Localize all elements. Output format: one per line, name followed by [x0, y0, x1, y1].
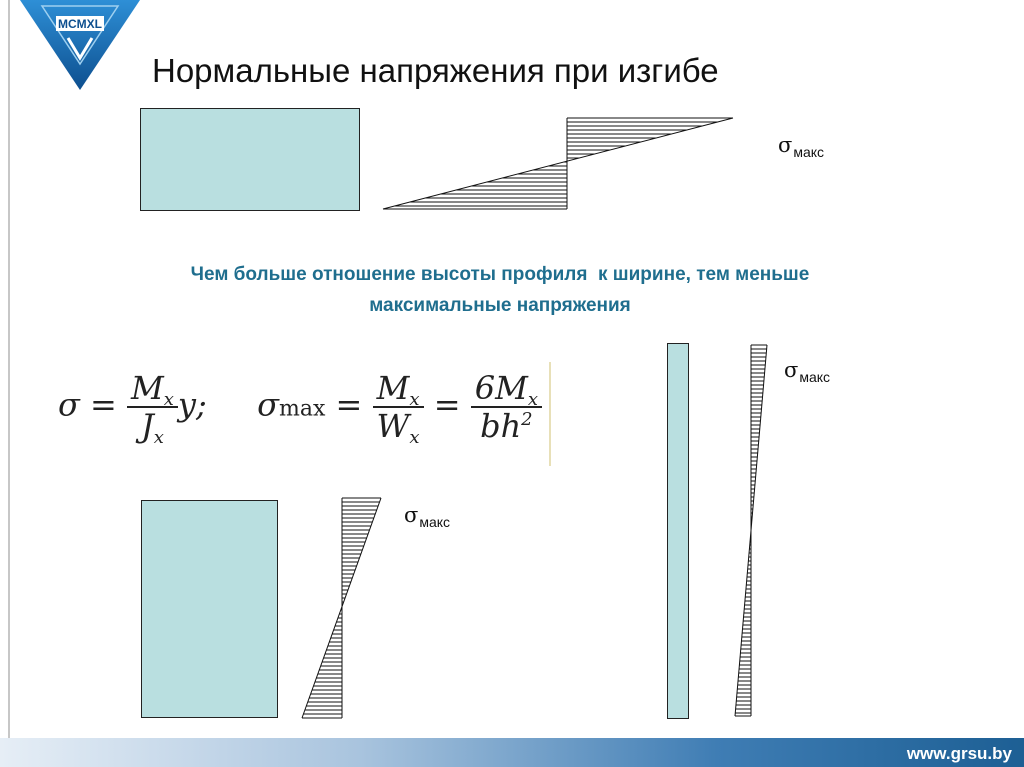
formula-M-sub: x: [163, 389, 174, 410]
logo-text: MCMXL: [58, 17, 102, 31]
formula-y: y;: [177, 385, 207, 424]
subtitle: [60, 259, 940, 321]
formula-M: M: [131, 369, 164, 407]
sigma-subscript: макс: [799, 369, 831, 385]
stress-diagram-wide: [383, 118, 733, 209]
footer-bar: [0, 738, 1024, 767]
subtitle-line-1: Чем больше отношение высоты профиля к ширине, тем меньше: [190, 264, 810, 285]
formula-M2: M: [376, 369, 410, 407]
medium-section-rect: [141, 500, 278, 718]
formula-W-sub: x: [409, 427, 420, 448]
narrow-section-rect: [667, 343, 689, 719]
formula-J: J: [140, 407, 154, 445]
formula-sigma-max-sub: max: [278, 396, 326, 422]
formula-sigma-max: σ: [257, 385, 279, 424]
sigma-subscript: макс: [419, 514, 451, 530]
sigma-max-label-right: [784, 358, 831, 385]
formula-equals-3: =: [433, 385, 461, 424]
sigma-subscript: макс: [793, 144, 825, 160]
sigma-symbol: σ: [404, 503, 419, 527]
formula-6M: 6M: [474, 369, 528, 407]
sigma-symbol: σ: [778, 133, 793, 157]
formula-W: W: [376, 407, 410, 445]
formula-sigma: σ: [58, 385, 80, 424]
stress-diagram-medium: [302, 498, 381, 718]
fraction-6mx-bh2: [471, 369, 542, 445]
sigma-max-label-bottom: [404, 503, 451, 530]
subtitle-line-2: максимальные напряжения: [369, 295, 631, 316]
formula-equals-2: =: [335, 385, 363, 424]
footer-url: www.grsu.by: [906, 744, 1012, 763]
formula-bh: bh: [480, 407, 522, 445]
formula-bh-exp: 2: [521, 409, 533, 430]
formula-equals-1: =: [90, 385, 117, 424]
formula-edge-mark: [549, 362, 551, 466]
sigma-symbol: σ: [784, 358, 799, 382]
stress-diagram-narrow: [735, 345, 767, 716]
diagram-slope: [383, 118, 733, 209]
slide-title: Нормальные напряжения при изгибе: [152, 52, 719, 89]
formula-J-sub: x: [153, 427, 164, 448]
bending-stress-formula: [58, 369, 542, 448]
sigma-max-label-top: [778, 133, 825, 160]
fraction-mx-jx: [127, 369, 178, 448]
fraction-mx-wx: [373, 369, 424, 448]
formula-6M-sub: x: [527, 389, 538, 410]
formula-M2-sub: x: [409, 389, 420, 410]
